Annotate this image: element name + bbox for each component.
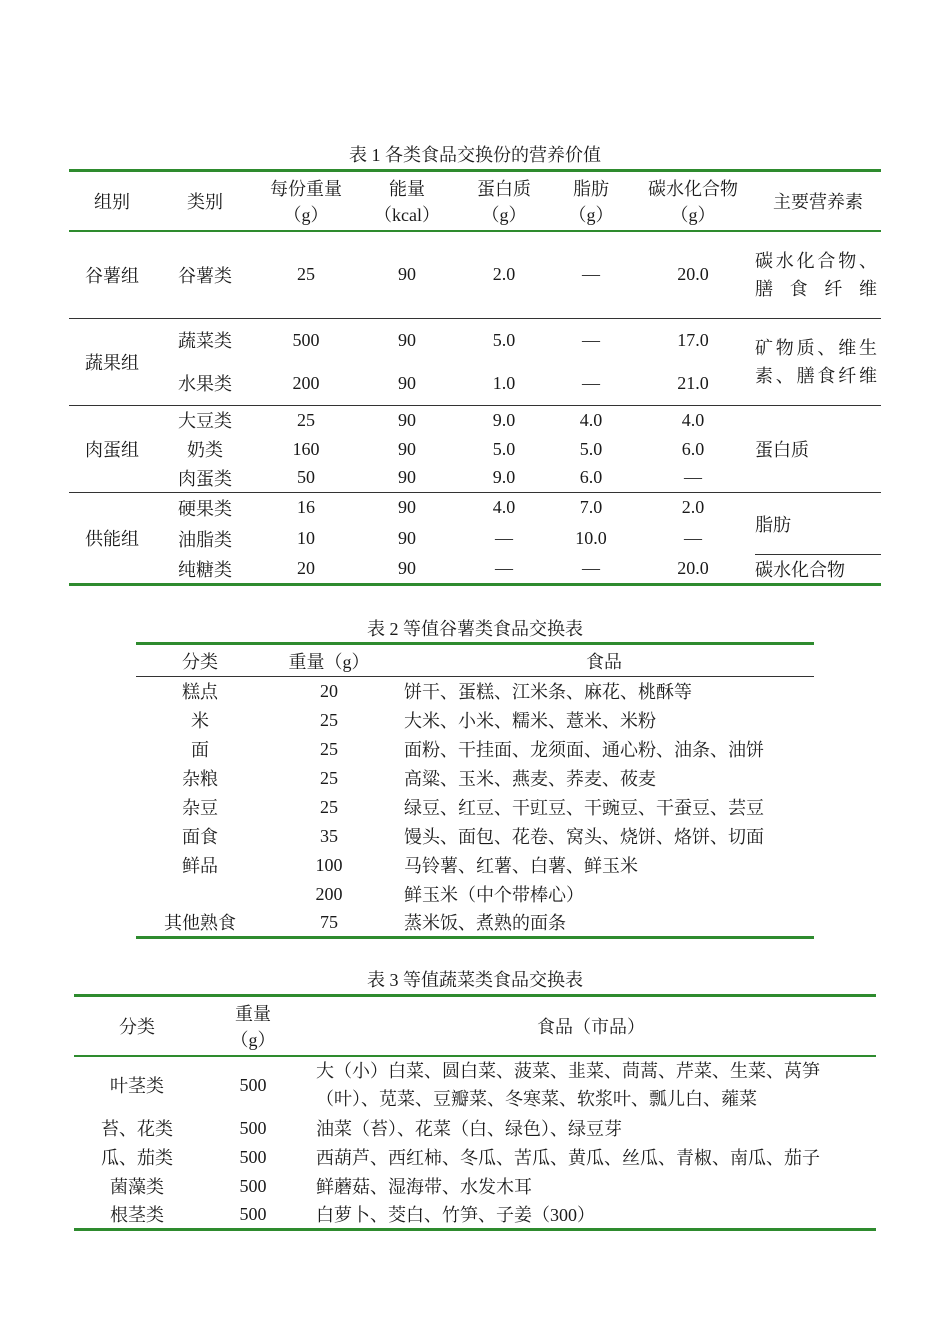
cell-nutrient: 碳水化合物 (755, 555, 881, 585)
cell-carb: — (631, 464, 755, 493)
cell-food: 面粉、干挂面、龙须面、通心粉、油条、油饼 (404, 740, 764, 760)
cell-category: 杂豆 (182, 798, 218, 818)
cell-category: 其他熟食 (164, 913, 236, 934)
cell-weight: 35 (320, 825, 338, 846)
cell-weight: 20 (255, 555, 357, 585)
table-row (74, 1056, 876, 1114)
cell-carb: 17.0 (677, 329, 709, 350)
cell-weight: 500 (239, 1175, 267, 1196)
cell-category (136, 880, 264, 909)
header-protein: 蛋白质 （g） (477, 178, 531, 225)
cell-nutrient: 脂肪 (755, 493, 881, 555)
cell-weight: 100 (315, 854, 343, 875)
cell-energy: 90 (398, 409, 416, 430)
cell-fat: — (582, 329, 600, 350)
cell-protein: — (495, 528, 513, 548)
table3-caption: 表 3 等值蔬菜类食品交换表 (367, 970, 583, 990)
cell-weight: 50 (255, 464, 357, 493)
cell-weight: 25 (320, 767, 338, 788)
cell-weight: 200 (315, 883, 343, 904)
cell-protein: 5.0 (492, 329, 516, 350)
header-nutrient: 主要营养素 (773, 191, 863, 212)
cell-food: 油菜（苔）、花菜（白、绿色）、绿豆芽 (316, 1119, 622, 1139)
cell-fat: 4.0 (579, 409, 603, 430)
header-food: 食品 (586, 651, 622, 672)
cell-category: 油脂类 (178, 529, 232, 550)
cell-food: 饼干、蛋糕、江米条、麻花、桃酥等 (404, 682, 692, 703)
table-row (69, 493, 881, 523)
table2-header-row (136, 644, 814, 677)
cell-energy: 90 (398, 497, 416, 518)
header-weight: 重量 （g） (230, 1003, 276, 1050)
cell-weight: 500 (239, 1146, 267, 1167)
table2-caption: 表 2 等值谷薯类食品交换表 (367, 619, 583, 639)
cell-carb: 20.0 (631, 555, 755, 585)
cell-weight: 75 (320, 911, 338, 932)
cell-energy: 90 (357, 231, 457, 319)
cell-food: 蒸米饭、煮熟的面条 (404, 913, 566, 934)
cell-fat: — (551, 231, 631, 319)
cell-carb: 6.0 (681, 438, 705, 459)
cell-weight: 500 (239, 1074, 267, 1095)
cell-protein: 2.0 (457, 231, 551, 319)
cell-category: 谷薯类 (155, 231, 255, 319)
cell-weight: 500 (239, 1203, 267, 1224)
cell-category: 面 (191, 740, 209, 760)
table-row (136, 764, 814, 793)
header-group: 组别 (94, 191, 130, 212)
cell-food: 鲜玉米（中个带棒心） (404, 885, 584, 905)
cell-category: 苔、花类 (101, 1119, 173, 1139)
table-row (136, 880, 814, 909)
cell-energy: 90 (398, 329, 416, 350)
cell-fat: 10.0 (575, 528, 607, 548)
cell-category: 菌藻类 (110, 1177, 164, 1197)
cell-category: 水果类 (155, 362, 255, 406)
cell-food: 马铃薯、红薯、白薯、鲜玉米 (404, 856, 638, 876)
table-row (69, 231, 881, 319)
cell-category: 米 (191, 711, 209, 731)
cell-food: 白萝卜、茭白、竹笋、子姜（300） (316, 1205, 595, 1226)
cell-food: 馒头、面包、花卷、窝头、烧饼、烙饼、切面 (404, 827, 764, 847)
table-row (74, 1114, 876, 1143)
header-category: 类别 (187, 191, 223, 212)
cell-carb: 21.0 (631, 362, 755, 406)
cell-category: 叶茎类 (110, 1076, 164, 1096)
cell-weight: 20 (320, 680, 338, 701)
table-row (74, 1172, 876, 1201)
cell-carb: 2.0 (681, 497, 705, 518)
cell-nutrient: 碳水化合物、膳食纤维 (755, 231, 881, 319)
cell-fat: 7.0 (579, 497, 603, 518)
group-label: 供能组 (69, 493, 155, 585)
cell-category: 硬果类 (178, 498, 232, 519)
cell-carb: 4.0 (681, 409, 705, 430)
table3 (74, 994, 876, 1231)
table1-header-row (69, 171, 881, 231)
cell-category: 糕点 (182, 682, 218, 703)
cell-energy: 90 (357, 555, 457, 585)
group-label: 肉蛋组 (69, 406, 155, 493)
cell-protein: — (457, 555, 551, 585)
cell-weight: 25 (320, 709, 338, 730)
header-category: 分类 (119, 1016, 155, 1037)
cell-carb: — (684, 528, 702, 548)
cell-fat: 6.0 (551, 464, 631, 493)
header-fat: 脂肪 （g） (568, 178, 614, 225)
cell-weight: 500 (239, 1117, 267, 1138)
table-row (136, 735, 814, 764)
cell-energy: 90 (357, 464, 457, 493)
cell-category: 大豆类 (178, 411, 232, 432)
cell-protein: 9.0 (492, 409, 516, 430)
cell-weight: 16 (297, 497, 315, 518)
cell-nutrient: 矿物质、维生素、膳食纤维 (755, 319, 881, 406)
cell-category: 奶类 (187, 440, 223, 460)
cell-weight: 25 (297, 409, 315, 430)
table3-header-row (74, 996, 876, 1056)
cell-category: 面食 (182, 827, 218, 847)
header-category: 分类 (182, 651, 218, 672)
cell-protein: 1.0 (457, 362, 551, 406)
cell-food: 西葫芦、西红柿、冬瓜、苦瓜、黄瓜、丝瓜、青椒、南瓜、茄子 (316, 1148, 820, 1168)
table-row (136, 851, 814, 880)
cell-food: 鲜蘑菇、湿海带、水发木耳 (316, 1177, 532, 1197)
cell-category: 杂粮 (182, 769, 218, 789)
group-label: 蔬果组 (69, 319, 155, 406)
table-row (136, 706, 814, 735)
cell-category: 肉蛋类 (155, 464, 255, 493)
cell-weight: 160 (292, 438, 320, 459)
table-row (136, 909, 814, 938)
cell-nutrient: 蛋白质 (755, 406, 881, 493)
table-row (136, 677, 814, 706)
table-row (74, 1143, 876, 1172)
table1-caption: 表 1 各类食品交换份的营养价值 (349, 145, 601, 165)
cell-protein: 5.0 (492, 438, 516, 459)
header-energy: 能量 （kcal） (374, 178, 440, 225)
cell-food: 绿豆、红豆、干豇豆、干豌豆、干蚕豆、芸豆 (404, 798, 764, 818)
table2 (136, 642, 814, 939)
cell-food: 大米、小米、糯米、薏米、米粉 (404, 711, 656, 731)
cell-weight: 25 (320, 738, 338, 759)
cell-weight: 25 (255, 231, 357, 319)
cell-category: 蔬菜类 (178, 331, 232, 352)
header-weight: 每份重量 （g） (270, 178, 342, 225)
table-row (136, 822, 814, 851)
table-row (69, 555, 881, 585)
cell-protein: 4.0 (492, 497, 516, 518)
cell-category: 根茎类 (110, 1205, 164, 1226)
cell-energy: 90 (357, 362, 457, 406)
group-label: 谷薯组 (69, 231, 155, 319)
table-row (69, 319, 881, 362)
cell-weight: 200 (255, 362, 357, 406)
cell-energy: 90 (398, 528, 416, 548)
cell-energy: 90 (398, 438, 416, 459)
header-carb: 碳水化合物 （g） (648, 178, 738, 225)
cell-category: 瓜、茄类 (101, 1148, 173, 1168)
table-row (69, 406, 881, 435)
header-weight: 重量（g） (288, 651, 370, 672)
cell-food: 高粱、玉米、燕麦、荞麦、莜麦 (404, 769, 656, 789)
cell-food: 大（小）白菜、圆白菜、菠菜、韭菜、茼蒿、芹菜、生菜、莴笋 （叶）、苋菜、豆瓣菜、冬寒菜、软浆叶、瓢儿白、蕹菜 (316, 1061, 820, 1109)
cell-fat: 5.0 (579, 438, 603, 459)
header-food: 食品（市品） (537, 1016, 645, 1037)
table1 (69, 169, 881, 586)
cell-protein: 9.0 (457, 464, 551, 493)
cell-fat: — (551, 555, 631, 585)
cell-weight: 500 (292, 329, 320, 350)
cell-category: 纯糖类 (155, 555, 255, 585)
cell-weight: 10 (297, 528, 315, 548)
cell-weight: 25 (320, 796, 338, 817)
table-row (74, 1201, 876, 1230)
cell-category: 鲜品 (182, 856, 218, 876)
cell-fat: — (551, 362, 631, 406)
cell-carb: 20.0 (631, 231, 755, 319)
table-row (136, 793, 814, 822)
